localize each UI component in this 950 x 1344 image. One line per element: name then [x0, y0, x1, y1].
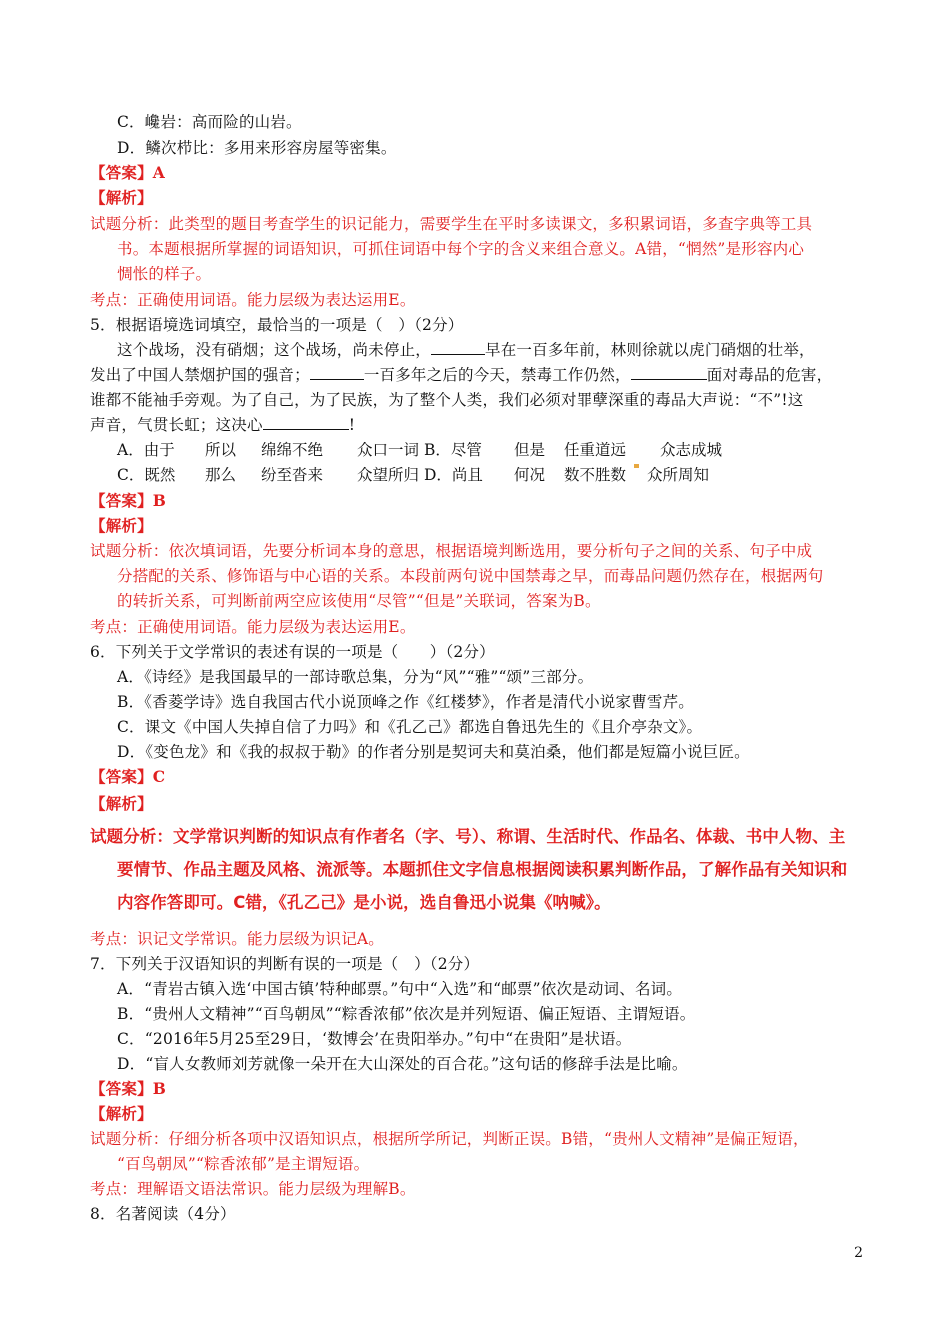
q5-passage-text: 面对毒品的危害，	[706, 366, 833, 384]
q5-opt-c-2: 那么	[205, 466, 237, 484]
q5-opt-a-2: 所以	[205, 441, 237, 459]
q5-opt-c-1: C．既然	[117, 466, 176, 484]
q5-passage-text: !	[348, 416, 356, 434]
q6-analysis-line-2: 要情节、作品主题及风格、流派等。本题抓住文字信息根据阅读积累判断作品，了解作品有关知识和	[117, 860, 848, 879]
q7-kaodian: 考点：理解语文语法常识。能力层级为理解B。	[90, 1180, 416, 1198]
fill-blank-2	[310, 364, 364, 380]
q4-analysis-line-1: 试题分析：此类型的题目考查学生的识记能力，需要学生在平时多读课文，多积累词语，多查字典等工具	[90, 215, 813, 233]
q5-analysis-label: 【解析】	[90, 516, 153, 535]
q5-opt-b-2: 但是	[514, 441, 546, 459]
q6-analysis-line-1: 试题分析：文学常识判断的知识点有作者名（字、号）、称谓、生活时代、作品名、体裁、书中人物、主	[90, 827, 846, 846]
q5-passage-text: 早在一百多年前，林则徐就以虎门硝烟的壮举，	[485, 341, 815, 359]
q5-passage-line-3: 谁都不能袖手旁观。为了自己，为了民族，为了整个人类，我们必须对罪孽深重的毒品大声说：“不”!这	[90, 391, 804, 409]
q5-opt-d-2: 何况	[514, 466, 546, 484]
q4-analysis-label: 【解析】	[90, 188, 153, 207]
q5-passage-line-4	[90, 414, 355, 436]
q7-option-a: A．“青岩古镇入选‘中国古镇’特种邮票。”句中“入选”和“邮票”依次是动词、名词。	[117, 980, 683, 998]
q5-opt-b-4: 众志成城	[660, 441, 723, 459]
q6-title: 6．下列关于文学常识的表述有误的一项是（ ）（2分）	[90, 643, 495, 661]
q4-answer: 【答案】A	[90, 163, 166, 182]
fill-blank-4	[263, 414, 349, 430]
q6-option-d: D．《变色龙》和《我的叔叔于勒》的作者分别是契诃夫和莫泊桑，他们都是短篇小说巨匠。	[117, 743, 750, 761]
q8-title: 8．名著阅读（4分）	[90, 1205, 236, 1223]
q7-option-d: D．“盲人女教师刘芳就像一朵开在大山深处的百合花。”这句话的修辞手法是比喻。	[117, 1055, 688, 1073]
q5-opt-c-3: 纷至沓来	[261, 466, 324, 484]
q4-kaodian: 考点：正确使用词语。能力层级为表达运用E。	[90, 291, 416, 309]
q7-analysis-line-2: “百鸟朝凤”“粽香浓郁”是主谓短语。	[117, 1155, 370, 1173]
q6-analysis-label: 【解析】	[90, 794, 153, 813]
marker-dot	[634, 464, 639, 468]
q5-passage-line-2	[90, 364, 832, 386]
q5-passage-text: 声音，气贯长虹；这决心	[90, 416, 263, 434]
q5-analysis-line-3: 的转折关系，可判断前两空应该使用“尽管”“但是”关联词，答案为B。	[117, 592, 601, 610]
fill-blank-1	[431, 339, 485, 355]
q7-analysis-line-1: 试题分析：仔细分析各项中汉语知识点，根据所学所记，判断正误。B错，“贵州人文精神”是偏正短语，	[90, 1130, 809, 1148]
q6-option-b: B．《香菱学诗》选自我国古代小说顶峰之作《红楼梦》，作者是清代小说家曹雪芹。	[117, 693, 694, 711]
q4-analysis-line-2: 书。本题根据所掌握的词语知识，可抓住词语中每个字的含义来组合意义。A错，“惘然”是形容内心	[117, 240, 805, 258]
q6-answer: 【答案】C	[90, 767, 166, 786]
q4-analysis-line-3: 惆怅的样子。	[117, 265, 212, 283]
q7-option-c: C．“2016年5月25至29日，‘数博会’在贵阳举办。”句中“在贵阳”是状语。	[117, 1030, 632, 1048]
q6-kaodian: 考点：识记文学常识。能力层级为识记A。	[90, 930, 384, 948]
q5-title: 5．根据语境选词填空，最恰当的一项是（ ）（2分）	[90, 316, 464, 334]
q5-opt-d-1: D．尚且	[424, 466, 483, 484]
fill-blank-3	[631, 364, 707, 380]
q5-passage-line-1	[117, 339, 815, 361]
q5-passage-text: 这个战场，没有硝烟；这个战场，尚未停止，	[117, 341, 432, 359]
q5-opt-d-3: 数不胜数	[564, 466, 627, 484]
q5-opt-b-1: B．尽管	[424, 441, 482, 459]
q7-analysis-label: 【解析】	[90, 1104, 153, 1123]
q7-title: 7．下列关于汉语知识的判断有误的一项是（ ）（2分）	[90, 955, 480, 973]
q5-opt-a-3: 绵绵不绝	[261, 441, 324, 459]
q6-analysis-line-3: 内容作答即可。C错，《孔乙己》是小说，选自鲁迅小说集《呐喊》。	[117, 893, 611, 912]
q5-analysis-line-1: 试题分析：依次填词语，先要分析词本身的意思，根据语境判断选用，要分析句子之间的关系、句子中成	[90, 542, 813, 560]
page-number: 2	[854, 1245, 863, 1261]
q5-opt-a-4: 众口一词	[357, 441, 420, 459]
q5-opt-a-1: A．由于	[117, 441, 175, 459]
q7-option-b: B．“贵州人文精神”“百鸟朝凤”“粽香浓郁”依次是并列短语、偏正短语、主谓短语。	[117, 1005, 696, 1023]
q5-opt-d-4: 众所周知	[647, 466, 710, 484]
q6-option-c: C．课文《中国人失掉自信了力吗》和《孔乙己》都选自鲁迅先生的《且介亭杂文》。	[117, 718, 703, 736]
q5-opt-b-3: 任重道远	[564, 441, 627, 459]
q5-passage-text: 一百多年之后的今天，禁毒工作仍然，	[363, 366, 631, 384]
q5-opt-c-4: 众望所归	[357, 466, 420, 484]
q5-options-row-1	[117, 439, 722, 461]
q4-option-c: C．巉岩：高而险的山岩。	[117, 113, 302, 131]
q5-kaodian: 考点：正确使用词语。能力层级为表达运用E。	[90, 618, 416, 636]
q7-answer: 【答案】B	[90, 1079, 167, 1098]
q4-option-d: D．鳞次栉比：多用来形容房屋等密集。	[117, 139, 397, 157]
q5-passage-text: 发出了中国人禁烟护国的强音；	[90, 366, 310, 384]
q5-analysis-line-2: 分搭配的关系、修饰语与中心语的关系。本段前两句说中国禁毒之早，而毒品问题仍然存在，根据两句	[117, 567, 824, 585]
q6-option-a: A．《诗经》是我国最早的一部诗歌总集，分为“风”“雅”“颂”三部分。	[117, 668, 594, 686]
q5-options-row-2	[117, 464, 709, 486]
q5-answer: 【答案】B	[90, 491, 167, 510]
